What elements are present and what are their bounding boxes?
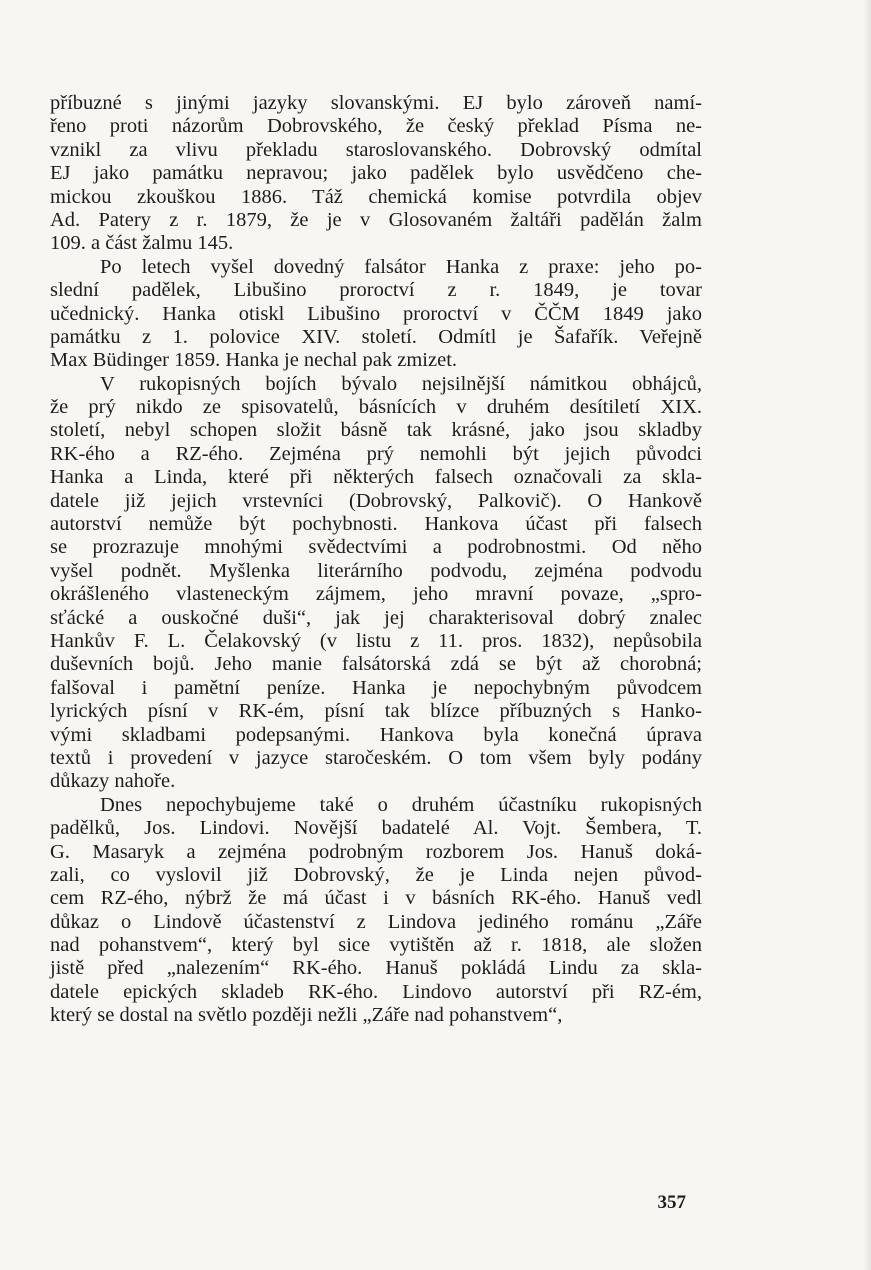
text-line: Ad. Patery z r. 1879, že je v Glosovaném žaltáři padělán žalm [50,208,702,231]
text-line: učednický. Hanka otiskl Libušino proroctví v ČČM 1849 jako [50,302,702,325]
text-line: důkaz o Lindově účastenství z Lindova jediného románu „Záře [50,910,702,933]
text-line: textů i provedení v jazyce staročeském. O tom všem byly podány [50,746,702,769]
text-line: mickou zkouškou 1886. Táž chemická komise potvrdila objev [50,185,702,208]
text-line: památku z 1. polovice XIV. století. Odmítl je Šafařík. Veřejně [50,325,702,348]
paragraph [50,256,702,373]
page-spine-shadow [863,0,871,1270]
paragraph [50,373,702,794]
text-line: zali, co vyslovil již Dobrovský, že je Linda nejen původ- [50,863,702,886]
text-line: datele již jejich vrstevníci (Dobrovský, Palkovič). O Hankově [50,489,702,512]
text-line: cem RZ-ého, nýbrž že má účast i v básních RK-ého. Hanuš vedl [50,887,702,910]
text-line: sťácké a ouskočné duši“, jak jej charakterisoval dobrý znalec [50,606,702,629]
text-line: že prý nikdo ze spisovatelů, básnících v druhém desítiletí XIX. [50,396,702,419]
text-line: důkazy nahoře. [50,770,176,793]
text-line: 109. a část žalmu 145. [50,232,234,255]
text-line: se prozrazuje mnohými svědectvími a podrobnostmi. Od něho [50,536,702,559]
text-line: který se dostal na světlo později nežli „Záře nad pohanstvem“, [50,1004,563,1027]
text-line: slední padělek, Libušino proroctví z r. 1849, je tovar [50,279,702,302]
text-line: příbuzné s jinými jazyky slovanskými. EJ bylo zároveň namí- [50,92,702,114]
text-line: V rukopisných bojích bývalo nejsilnější námitkou obhájců, [100,372,702,395]
text-line: lyrických písní v RK-ém, písní tak blízce příbuzných s Hanko- [50,700,702,723]
text-line: autorství nemůže být pochybnosti. Hankova účast při falsech [50,513,702,536]
page-number: 357 [657,1192,686,1213]
text-line: Hankův F. L. Čelakovský (v listu z 11. pros. 1832), nepůsobila [50,629,702,652]
text-line: Hanka a Linda, které při některých falsech označovali za skla- [50,466,702,489]
text-line: nad pohanstvem“, který byl sice vytištěn až r. 1818, ale složen [50,934,702,957]
text-line: vznikl za vlivu překladu staroslovanského. Dobrovský odmítal [50,138,702,161]
text-line: vyšel podnět. Myšlenka literárního podvodu, zejména podvodu [50,559,702,582]
text-line: duševních bojů. Jeho manie falsátorská zdá se být až chorobná; [50,653,702,676]
text-line: okrášleného vlasteneckým zájmem, jeho mravní povaze, „spro- [50,583,702,606]
text-line: řeno proti názorům Dobrovského, že český překlad Písma ne- [50,115,702,138]
text-line: EJ jako památku nepravou; jako padělek bylo usvědčeno che- [50,162,702,185]
text-line: století, nebyl schopen složit básně tak krásné, jako jsou skladby [50,419,702,442]
text-line: falšoval i pamětní peníze. Hanka je nepochybným původcem [50,676,702,699]
text-line: jistě před „nalezením“ RK-ého. Hanuš pokládá Lindu za skla- [50,957,702,980]
text-line: padělků, Jos. Lindovi. Novější badatelé Al. Vojt. Šembera, T. [50,817,702,840]
text-line: RK-ého a RZ-ého. Zejména prý nemohli být jejich původci [50,442,702,465]
paragraph [50,92,702,256]
body-text [50,92,702,1028]
paragraph [50,794,702,1028]
text-line: G. Masaryk a zejména podrobným rozborem Jos. Hanuš doká- [50,840,702,863]
text-line: Dnes nepochybujeme také o druhém účastníku rukopisných [100,793,702,816]
text-line: Po letech vyšel dovedný falsátor Hanka z praxe: jeho po- [100,255,702,278]
text-line: Max Büdinger 1859. Hanka je nechal pak zmizet. [50,349,458,372]
text-line: datele epických skladeb RK-ého. Lindovo autorství při RZ-ém, [50,980,702,1003]
text-line: vými skladbami podepsanými. Hankova byla konečná úprava [50,723,702,746]
